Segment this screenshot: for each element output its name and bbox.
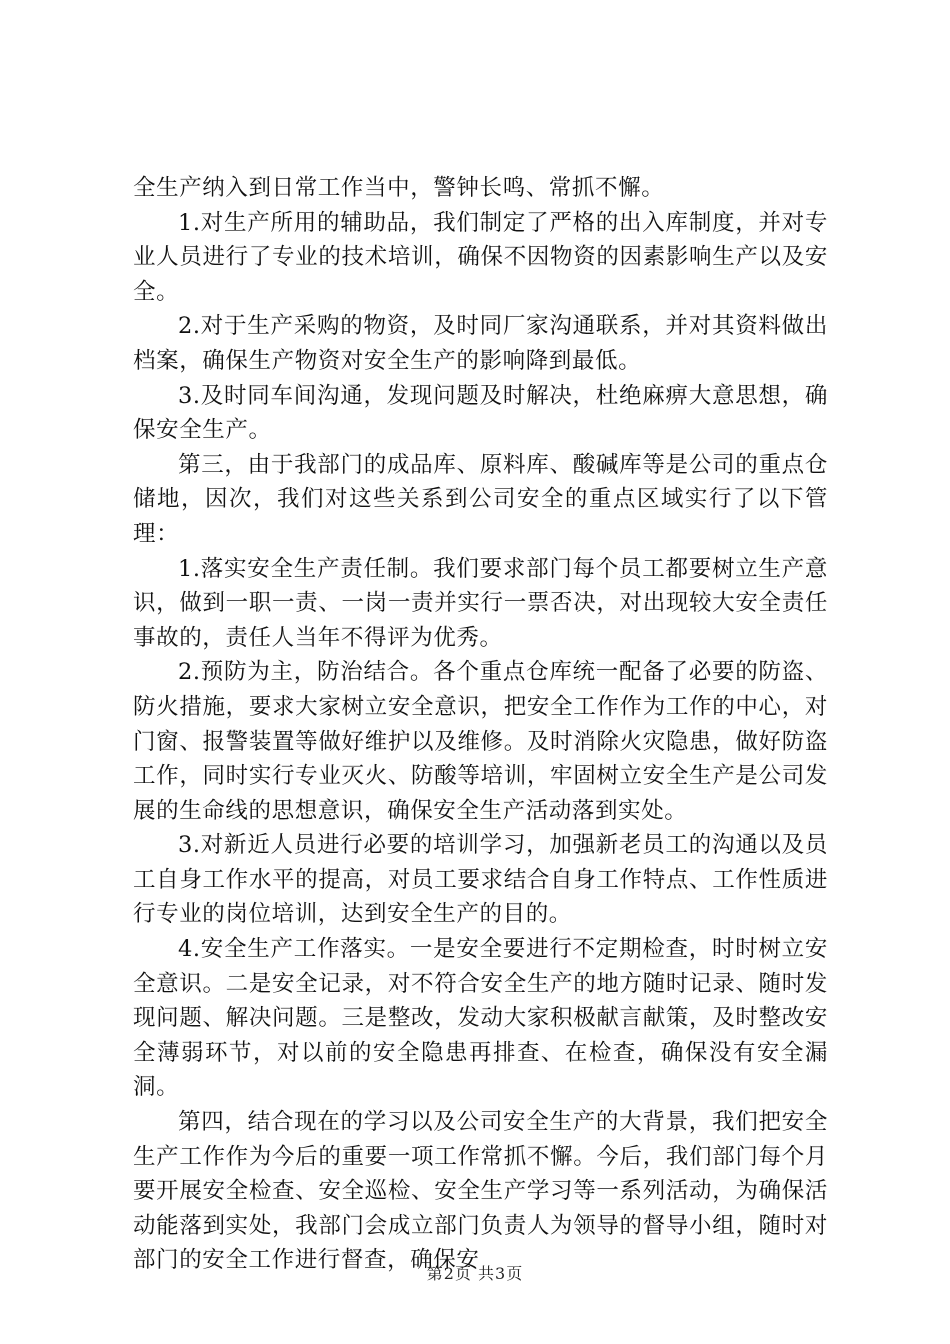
document-body: [133, 171, 828, 1278]
paragraph: 1.落实安全生产责任制。我们要求部门每个员工都要树立生产意识，做到一职一责、一岗一责并实行一票否决，对出现较大安全责任事故的，责任人当年不得评为优秀。: [133, 555, 828, 651]
paragraph: 第三，由于我部门的成品库、原料库、酸碱库等是公司的重点仓储地，因次，我们对这些关系到公司安全的重点区域实行了以下管理：: [133, 451, 828, 547]
paragraph: 3.对新近人员进行必要的培训学习，加强新老员工的沟通以及员工自身工作水平的提高，对员工要求结合自身工作特点、工作性质进行专业的岗位培训，达到安全生产的目的。: [133, 832, 828, 928]
paragraph: 全生产纳入到日常工作当中，警钟长鸣、常抓不懈。: [133, 175, 665, 201]
paragraph: 1.对生产所用的辅助品，我们制定了严格的出入库制度，并对专业人员进行了专业的技术培训，确保不因物资的因素影响生产以及安全。: [133, 209, 828, 305]
paragraph: 3.及时同车间沟通，发现问题及时解决，杜绝麻痹大意思想，确保安全生产。: [133, 382, 828, 444]
page-number-footer: 第2页 共3页: [426, 1264, 524, 1283]
paragraph: 4.安全生产工作落实。一是安全要进行不定期检查，时时树立安全意识。二是安全记录，对不符合安全生产的地方随时记录、随时发现问题、解决问题。三是整改，发动大家积极献言献策，及时整改安全薄弱环节，对以前的安全隐患再排查、在检查，确保没有安全漏洞。: [133, 936, 828, 1101]
paragraph: 2.对于生产采购的物资，及时同厂家沟通联系，并对其资料做出档案，确保生产物资对安全生产的影响降到最低。: [133, 313, 828, 374]
paragraph: 2.预防为主，防治结合。各个重点仓库统一配备了必要的防盗、防火措施，要求大家树立安全意识，把安全工作作为工作的中心，对门窗、报警装置等做好维护以及维修。及时消除火灾隐患，做好防盗工作，同时实行专业灭火、防酸等培训，牢固树立安全生产是公司发展的生命线的思想意识，确保安全生产活动落到实处。: [133, 659, 828, 824]
paragraph: 第四，结合现在的学习以及公司安全生产的大背景，我们把安全生产工作作为今后的重要一项工作常抓不懈。今后，我们部门每个月要开展安全检查、安全巡检、安全生产学习等一系列活动，为确保活动能落到实处，我部门会成立部门负责人为领导的督导小组，随时对部门的安全工作进行督查，确保安: [133, 1109, 828, 1274]
